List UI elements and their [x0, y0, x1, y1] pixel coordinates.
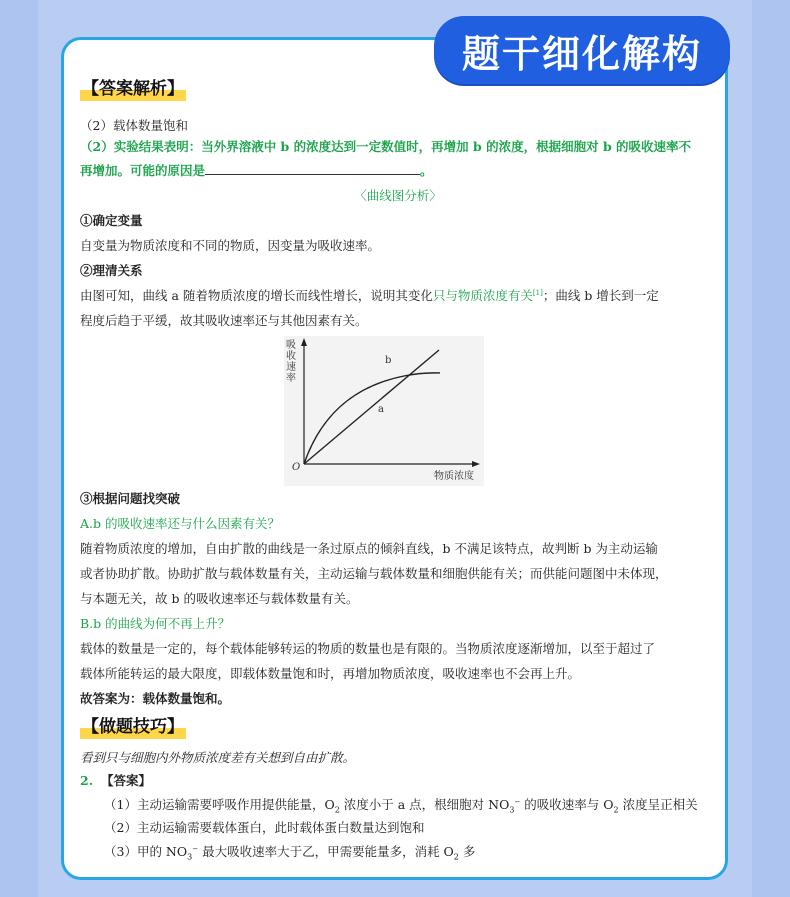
o2-subscript-3: 2	[453, 852, 459, 862]
question-2-number: 2.	[80, 773, 94, 788]
series-a-label: a	[378, 404, 384, 415]
question-2-label: 【答案】	[101, 773, 152, 788]
answer-2-2: （2）主动运输需要载体蛋白，此时载体蛋白数量达到饱和	[104, 820, 425, 835]
analysis-title: 〈曲线图分析〉	[354, 188, 442, 203]
step3-title: ③根据问题找突破	[80, 491, 181, 506]
question-2-header	[80, 771, 151, 789]
answer-2-3	[104, 842, 475, 862]
no3-subscript-2: 3	[187, 852, 193, 862]
answer-analysis-heading: 【答案解析】	[82, 79, 184, 99]
step1-title: ①确定变量	[80, 213, 143, 228]
absorption-rate-chart	[284, 336, 484, 486]
question-b-answer-2: 载体所能转运的最大限度，即载体数量饱和时，再增加物质浓度，吸收速率也不会再上升。	[80, 666, 581, 681]
answer-2-3-mid: 最大吸收速率大于乙，甲需要能量多，消耗 O	[198, 844, 454, 859]
y-axis-label: 吸收速率	[286, 340, 296, 384]
no3-superscript-2: −	[192, 844, 199, 853]
left-stripe	[0, 0, 38, 897]
chart-svg	[284, 336, 484, 486]
answer-blank	[205, 162, 420, 175]
series-a-line	[304, 350, 439, 464]
answer-2-1-mid: 浓度小于 a 点，根细胞对 NO	[339, 797, 510, 812]
right-stripe	[752, 0, 790, 897]
page-title: 题干细化解构	[434, 16, 730, 84]
step2-title: ②理清关系	[80, 263, 143, 278]
question-a: A.b 的吸收速率还与什么因素有关？	[80, 516, 280, 531]
tip-line: 看到只与细胞内外物质浓度差有关想到自由扩散。	[80, 750, 356, 765]
answer-label: （2）载体数量饱和	[80, 118, 188, 133]
tips-heading: 【做题技巧】	[82, 717, 184, 737]
step2-text-1-highlight: 只与物质浓度有关	[432, 288, 533, 303]
question-b: B.b 的曲线为何不再上升？	[80, 616, 231, 631]
no3-superscript: −	[514, 797, 521, 806]
answer-2-1-post: 的吸收速率与 O	[520, 797, 614, 812]
question-a-answer-3: 与本题无关，故 b 的吸收速率还与载体数量有关。	[80, 591, 359, 606]
question-line-1: （2）实验结果表明：当外界溶液中 b 的浓度达到一定数值时，再增加 b 的浓度，根据细胞对 b 的吸收速率不	[80, 139, 692, 154]
step2-text-1-pre: 由图可知，曲线 a 随着物质浓度的增长而线性增长，说明其变化	[80, 288, 433, 303]
step2-text-1-post: ；曲线 b 增长到一定	[542, 288, 659, 303]
origin-label: O	[292, 462, 301, 473]
y-axis-arrow	[301, 338, 307, 346]
answer-2-1-end: 浓度呈正相关	[618, 797, 698, 812]
question-b-answer-1: 载体的数量是一定的，每个载体能够转运的物质的数量也是有限的。当物质浓度逐渐增加，以至于超过了	[80, 641, 656, 656]
answer-2-1	[104, 795, 698, 815]
answer-2-1-pre: （1）主动运输需要呼吸作用提供能量，O	[104, 797, 335, 812]
question-a-answer-1: 随着物质浓度的增加，自由扩散的曲线是一条过原点的倾斜直线，b 不满足该特点，故判断 b 为主动运输	[80, 541, 658, 556]
o2-subscript: 2	[334, 805, 340, 815]
x-axis-label: 物质浓度	[434, 471, 474, 482]
no3-subscript: 3	[509, 805, 515, 815]
series-b-curve	[304, 373, 440, 464]
footnote-marker: [1]	[532, 288, 543, 297]
o2-subscript-2: 2	[613, 805, 619, 815]
final-answer: 故答案为：载体数量饱和。	[80, 691, 231, 706]
answer-2-3-pre: （3）甲的 NO	[104, 844, 188, 859]
question-line-2-post: 。	[420, 163, 433, 178]
series-b-label: b	[385, 355, 392, 366]
step1-text: 自变量为物质浓度和不同的物质，因变量为吸收速率。	[80, 238, 381, 253]
step2-text-1	[80, 286, 659, 304]
step2-text-2: 程度后趋于平缓，故其吸收速率还与其他因素有关。	[80, 313, 368, 328]
question-line-2-pre: 再增加。可能的原因是	[80, 163, 206, 178]
answer-2-3-end: 多	[458, 844, 476, 859]
question-line-2	[80, 161, 433, 179]
question-a-answer-2: 或者协助扩散。协助扩散与载体数量有关，主动运输与载体数量和细胞供能有关；而供能问题图中未体现，	[80, 566, 668, 581]
